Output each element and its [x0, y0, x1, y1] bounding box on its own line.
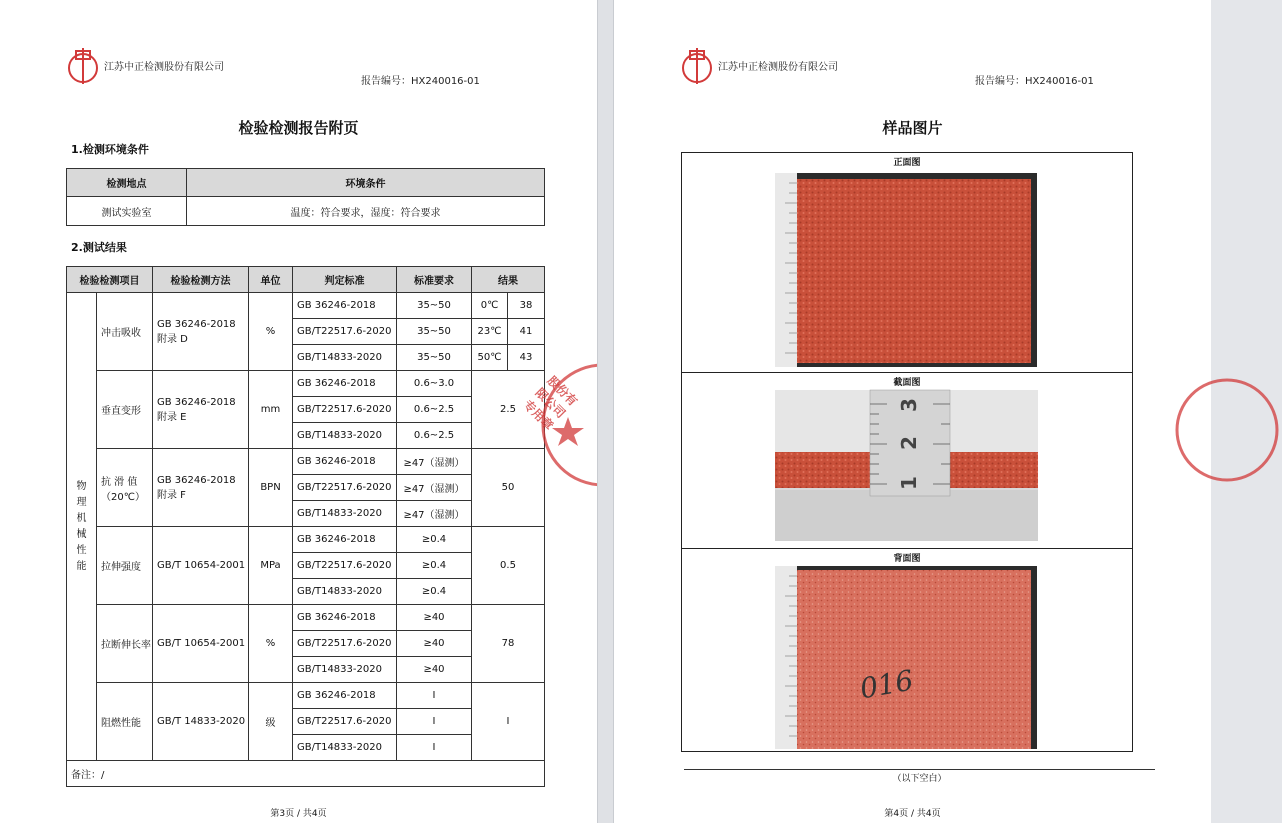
criterion-cell: GB 36246-2018: [293, 683, 397, 709]
criterion-cell: GB/T14833-2020: [293, 735, 397, 761]
svg-text:3: 3: [897, 398, 921, 412]
criterion-cell: GB/T14833-2020: [293, 579, 397, 605]
criterion-cell: GB 36246-2018: [293, 293, 397, 319]
category-cell: [67, 293, 97, 761]
requirement-cell: 0.6~2.5: [397, 397, 472, 423]
temperature-cell: 0℃: [472, 293, 508, 319]
criterion-cell: GB/T14833-2020: [293, 345, 397, 371]
section-image-cell: [682, 373, 1132, 549]
result-cell: 78: [472, 605, 545, 683]
results-header-unit: 单位: [249, 267, 293, 293]
item-unit: MPa: [249, 527, 293, 605]
criterion-cell: GB/T22517.6-2020: [293, 709, 397, 735]
official-seal-stamp: [520, 360, 597, 490]
requirement-cell: ≥0.4: [397, 553, 472, 579]
seal-text: 股份有限公司 专用章: [520, 373, 581, 433]
item-unit: %: [249, 293, 293, 371]
remark-cell: 备注：/: [67, 761, 545, 787]
requirement-cell: ≥40: [397, 657, 472, 683]
criterion-cell: GB/T22517.6-2020: [293, 553, 397, 579]
results-header-criterion: 判定标准: [293, 267, 397, 293]
result-cell: 2.5: [472, 371, 545, 449]
requirement-cell: 35~50: [397, 345, 472, 371]
official-seal-stamp: [1172, 375, 1211, 485]
seal-ring-icon: [1172, 375, 1282, 485]
report-number: 报告编号：HX240016-01: [975, 76, 1094, 87]
requirement-cell: ≥40: [397, 605, 472, 631]
criterion-cell: GB/T14833-2020: [293, 423, 397, 449]
criterion-cell: GB/T22517.6-2020: [293, 319, 397, 345]
front-sample-photo: [775, 173, 1037, 367]
back-handwritten-mark: 016: [857, 663, 916, 706]
criterion-cell: GB 36246-2018: [293, 605, 397, 631]
item-method: GB 36246-2018 附录 D: [153, 293, 249, 371]
item-name: 抗 滑 值（20℃）: [97, 449, 153, 527]
criterion-cell: GB/T14833-2020: [293, 501, 397, 527]
requirement-cell: ≥47（湿测）: [397, 449, 472, 475]
category-label: 物 理 机 械 性 能: [76, 480, 87, 572]
results-header-result: 结果: [472, 267, 545, 293]
item-name: 冲击吸收: [97, 293, 153, 371]
requirement-cell: ≥47（湿测）: [397, 501, 472, 527]
section-caption: 截面图: [893, 378, 921, 388]
requirement-cell: I: [397, 735, 472, 761]
front-caption: 正面图: [893, 158, 921, 168]
requirement-cell: 0.6~3.0: [397, 371, 472, 397]
env-header-conditions: 环境条件: [187, 169, 545, 197]
company-name: 江苏中正检测股份有限公司: [104, 62, 224, 73]
criterion-cell: GB 36246-2018: [293, 527, 397, 553]
criterion-cell: GB 36246-2018: [293, 371, 397, 397]
page-title: 检验检测报告附页: [238, 119, 359, 137]
requirement-cell: ≥0.4: [397, 527, 472, 553]
item-method: GB 36246-2018 附录 E: [153, 371, 249, 449]
result-cell: 0.5: [472, 527, 545, 605]
page-gutter: [597, 0, 614, 823]
requirement-cell: ≥47（湿测）: [397, 475, 472, 501]
item-name: 拉伸强度: [97, 527, 153, 605]
result-cell: 41: [508, 319, 545, 345]
back-sample-photo: [775, 566, 1037, 749]
requirement-cell: 0.6~2.5: [397, 423, 472, 449]
item-method: GB/T 14833-2020: [153, 683, 249, 761]
item-method: GB 36246-2018 附录 F: [153, 449, 249, 527]
item-method: GB/T 10654-2001: [153, 605, 249, 683]
criterion-cell: GB/T22517.6-2020: [293, 631, 397, 657]
front-image-cell: [682, 153, 1132, 373]
company-logo-icon: [68, 46, 98, 86]
results-table: [66, 266, 545, 787]
report-page-3: [0, 0, 597, 823]
requirement-cell: I: [397, 683, 472, 709]
back-caption: 背面图: [893, 554, 921, 564]
end-divider: [684, 769, 1155, 770]
requirement-cell: 35~50: [397, 293, 472, 319]
item-unit: 级: [249, 683, 293, 761]
env-table: [66, 168, 545, 226]
back-image-cell: [682, 549, 1132, 753]
temperature-cell: 23℃: [472, 319, 508, 345]
criterion-cell: GB 36246-2018: [293, 449, 397, 475]
report-number: 报告编号：HX240016-01: [361, 76, 480, 87]
results-header-method: 检验检测方法: [153, 267, 249, 293]
result-cell: I: [472, 683, 545, 761]
section-results-heading: 2.测试结果: [71, 241, 127, 254]
criterion-cell: GB/T22517.6-2020: [293, 475, 397, 501]
item-unit: BPN: [249, 449, 293, 527]
item-name: 拉断伸长率: [97, 605, 153, 683]
end-note: （以下空白）: [892, 774, 947, 784]
result-cell: 43: [508, 345, 545, 371]
env-header-location: 检测地点: [67, 169, 187, 197]
result-cell: 38: [508, 293, 545, 319]
temperature-cell: 50℃: [472, 345, 508, 371]
requirement-cell: 35~50: [397, 319, 472, 345]
svg-text:2: 2: [897, 436, 921, 450]
sample-images-table: [681, 152, 1133, 752]
svg-text:1: 1: [897, 476, 921, 490]
item-unit: %: [249, 605, 293, 683]
criterion-cell: GB/T14833-2020: [293, 657, 397, 683]
env-location: 测试实验室: [67, 197, 187, 226]
item-unit: mm: [249, 371, 293, 449]
company-logo-icon: [682, 46, 712, 86]
results-header-requirement: 标准要求: [397, 267, 472, 293]
requirement-cell: ≥0.4: [397, 579, 472, 605]
section-env-heading: 1.检测环境条件: [71, 143, 149, 156]
results-header-item: 检验检测项目: [67, 267, 153, 293]
item-name: 阻燃性能: [97, 683, 153, 761]
page-footer: 第3页 / 共4页: [270, 809, 327, 819]
page-title: 样品图片: [882, 119, 943, 137]
page-footer: 第4页 / 共4页: [884, 809, 941, 819]
section-sample-photo: [775, 390, 1038, 541]
result-cell: 50: [472, 449, 545, 527]
company-name: 江苏中正检测股份有限公司: [718, 62, 838, 73]
criterion-cell: GB/T22517.6-2020: [293, 397, 397, 423]
requirement-cell: ≥40: [397, 631, 472, 657]
item-name: 垂直变形: [97, 371, 153, 449]
env-conditions: 温度：符合要求，湿度：符合要求: [187, 197, 545, 226]
item-method: GB/T 10654-2001: [153, 527, 249, 605]
requirement-cell: I: [397, 709, 472, 735]
